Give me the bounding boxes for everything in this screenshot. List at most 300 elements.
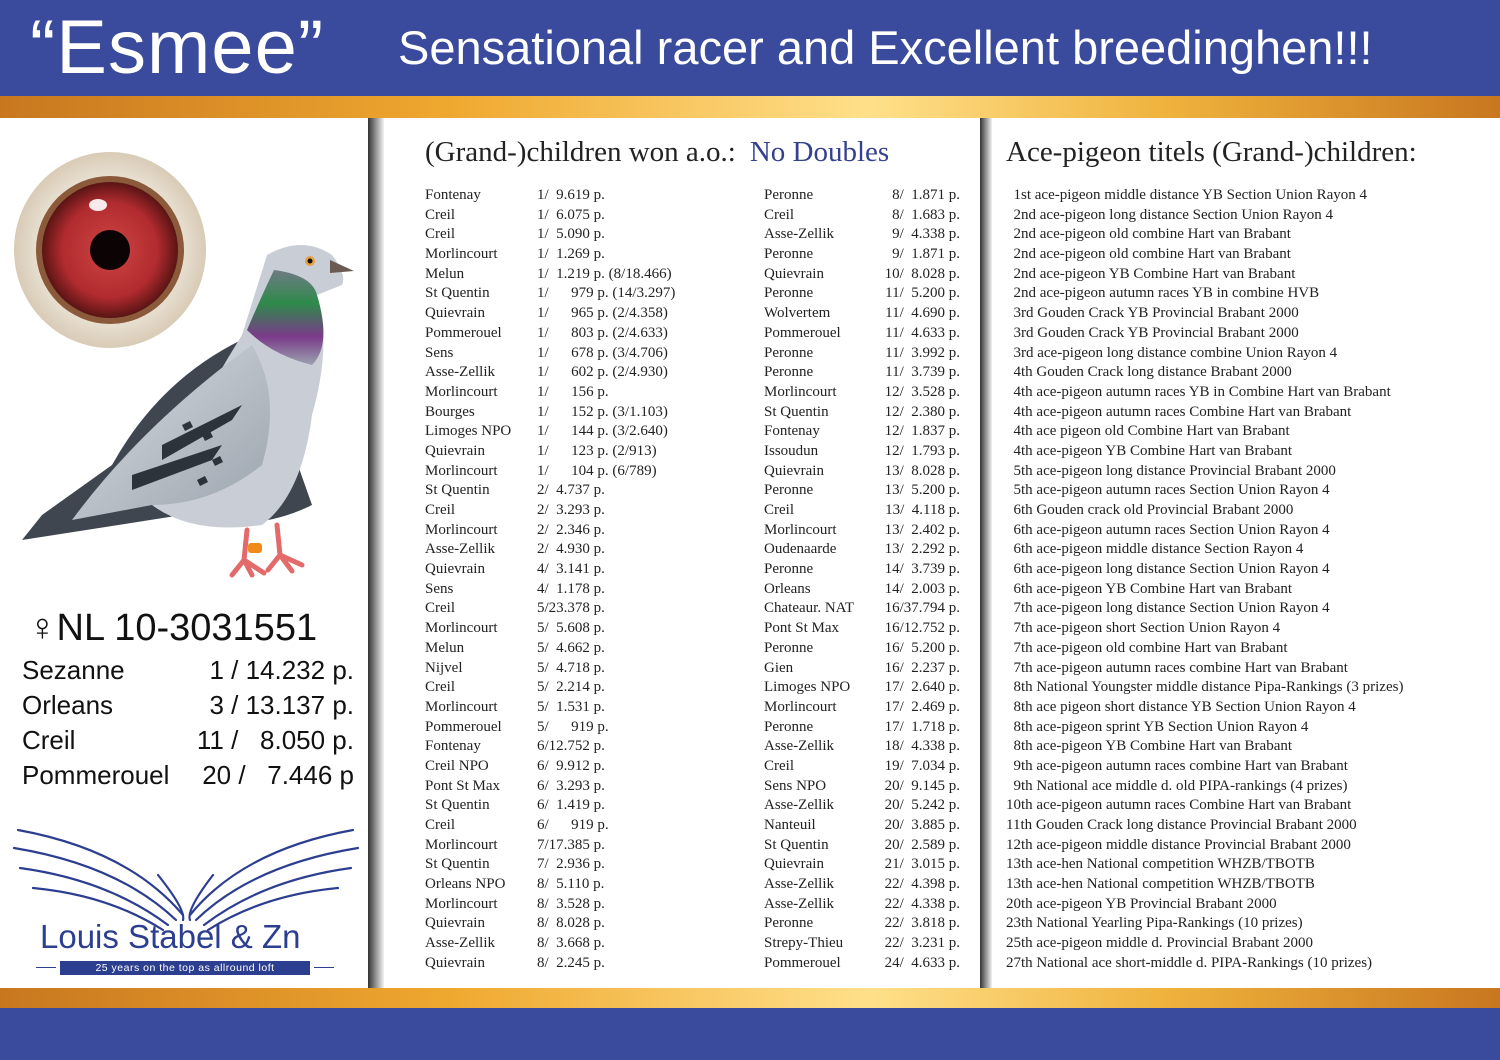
win-result: 13/ 8.028 p. (884, 462, 960, 479)
win-place: Oudenaarde (764, 541, 837, 558)
ace-title-item: 25th ace-pigeon middle d. Provincial Brabant 2000 (1006, 935, 1314, 952)
win-place: Peronne (764, 718, 814, 735)
header-banner (0, 0, 1500, 96)
ace-title-item: 8th National Youngster middle distance Pipa-Rankings (3 prizes) (1006, 679, 1404, 696)
ace-title-item: 6th ace-pigeon middle distance Section Rayon 4 (1006, 541, 1304, 558)
win-place: Strepy-Thieu (764, 935, 844, 952)
win-result: 8/ 2.245 p. (537, 954, 605, 971)
ace-title-item: 6th Gouden crack old Provincial Brabant 2000 (1006, 502, 1294, 518)
win-result: 22/ 4.398 p. (884, 876, 960, 893)
win-place: Peronne (764, 246, 814, 263)
win-row (764, 914, 974, 934)
win-place: Asse-Zellik (425, 364, 495, 381)
win-result: 2/ 4.930 p. (537, 541, 605, 558)
win-row (764, 462, 974, 482)
win-row (764, 324, 974, 344)
ace-title-item: 8th ace-pigeon YB Combine Hart van Brabant (1006, 738, 1293, 755)
pigeon-result-row (22, 760, 362, 794)
win-place: Creil (764, 502, 794, 518)
win-place: Chateaur. NAT (764, 600, 854, 617)
win-place: Quievrain (425, 954, 485, 971)
win-place: Orleans (764, 580, 811, 597)
win-row (425, 206, 725, 226)
win-result: 18/ 4.338 p. (884, 738, 960, 755)
win-row (425, 462, 725, 482)
win-place: Issoudun (764, 442, 819, 459)
win-place: Morlincourt (764, 383, 837, 400)
logo-rule-right (314, 967, 334, 968)
win-result: 5/ 1.531 p. (537, 698, 605, 715)
win-row (764, 540, 974, 560)
win-place: Asse-Zellik (764, 797, 834, 814)
result-value: 11 / 8.050 p. (196, 725, 354, 755)
win-result: 8/ 8.028 p. (537, 915, 605, 932)
win-result: 1/ 1.219 p. (8/18.466) (537, 265, 672, 282)
logo-rule-left (36, 967, 56, 968)
win-result: 5/ 4.718 p. (537, 659, 605, 676)
win-row (425, 521, 725, 541)
win-row (425, 836, 725, 856)
win-row (764, 265, 974, 285)
ace-titles-heading: Ace-pigeon titels (Grand-)children: (1006, 136, 1417, 168)
win-place: Morlincourt (425, 462, 498, 479)
win-result: 2/ 2.346 p. (537, 521, 605, 538)
footer-banner (0, 1008, 1500, 1060)
win-place: Creil (425, 817, 455, 833)
win-result: 6/ 919 p. (537, 817, 609, 833)
win-row (764, 245, 974, 265)
wins-heading (425, 136, 889, 169)
win-result: 6/ 9.912 p. (537, 757, 605, 774)
win-row (764, 383, 974, 403)
win-place: St Quentin (425, 797, 490, 814)
win-row (764, 363, 974, 383)
column-divider (368, 118, 384, 988)
win-result: 9/ 4.338 p. (892, 226, 960, 243)
ace-title-item: 10th ace-pigeon autumn races Combine Hart van Brabant (1006, 797, 1352, 814)
win-result: 1/ 602 p. (2/4.930) (537, 364, 668, 381)
win-place: Creil (764, 757, 794, 774)
win-row (425, 403, 725, 423)
result-value: 1 / 14.232 p. (209, 655, 354, 685)
win-place: Limoges NPO (425, 423, 512, 440)
win-row (425, 225, 725, 245)
win-place: Wolvertem (764, 305, 831, 322)
win-row (425, 954, 725, 974)
win-row (764, 403, 974, 423)
ace-title-item: 12th ace-pigeon middle distance Provincial Brabant 2000 (1006, 836, 1351, 853)
win-place: Asse-Zellik (425, 541, 495, 558)
win-place: Asse-Zellik (764, 876, 834, 893)
win-row (425, 678, 725, 698)
win-place: Quievrain (425, 561, 485, 578)
win-result: 1/ 1.269 p. (537, 246, 605, 263)
ace-title-item: 23th National Yearling Pipa-Rankings (10 prizes) (1006, 915, 1303, 932)
win-row (764, 875, 974, 895)
ace-title-item: 13th ace-hen National competition WHZB/TBOTB (1006, 876, 1315, 893)
ace-title-item: 11th Gouden Crack long distance Provincial Brabant 2000 (1006, 817, 1357, 833)
win-row (425, 265, 725, 285)
win-place: Morlincourt (425, 620, 498, 637)
win-place: Peronne (764, 915, 814, 932)
win-place: Creil (425, 502, 455, 518)
win-place: Morlincourt (425, 836, 498, 853)
ace-title-item: 7th ace-pigeon autumn races combine Hart van Brabant (1006, 659, 1348, 676)
win-result: 13/ 5.200 p. (884, 482, 960, 499)
win-row (425, 757, 725, 777)
ace-title-item: 7th ace-pigeon short Section Union Rayon 4 (1006, 620, 1281, 637)
win-row (425, 777, 725, 797)
win-result: 12/ 1.793 p. (884, 442, 960, 459)
win-row (425, 422, 725, 442)
win-result: 8/ 5.110 p. (537, 876, 605, 893)
ace-title-item: 4th Gouden Crack long distance Brabant 2000 (1006, 364, 1292, 381)
win-result: 12/ 2.380 p. (884, 403, 960, 420)
win-result: 22/ 3.818 p. (884, 915, 960, 932)
win-row (764, 442, 974, 462)
win-row (425, 324, 725, 344)
ring-number: ♀NL 10-3031551 (28, 607, 318, 649)
win-result: 7/ 2.936 p. (537, 856, 605, 873)
logo-tagline: 25 years on the top as allround loft (60, 961, 310, 975)
win-row (425, 560, 725, 580)
win-row (425, 737, 725, 757)
win-row (764, 560, 974, 580)
win-result: 1/ 104 p. (6/789) (537, 462, 657, 479)
ace-title-item: 6th ace-pigeon long distance Section Union Rayon 4 (1006, 561, 1330, 578)
win-place: Morlincourt (425, 698, 498, 715)
win-row (425, 540, 725, 560)
win-result: 19/ 7.034 p. (884, 757, 960, 774)
win-row (425, 284, 725, 304)
win-place: Quievrain (764, 462, 824, 479)
win-place: Morlincourt (425, 521, 498, 538)
ace-title-item: 3rd Gouden Crack YB Provincial Brabant 2000 (1006, 324, 1299, 341)
ace-title-item: 5th ace-pigeon autumn races Section Union Rayon 4 (1006, 482, 1330, 499)
win-place: Pont St Max (764, 620, 840, 637)
win-row (764, 954, 974, 974)
win-result: 21/ 3.015 p. (884, 856, 960, 873)
win-row (764, 186, 974, 206)
gold-divider-bottom (0, 988, 1500, 1008)
win-row (764, 934, 974, 954)
result-place: Pommerouel (22, 760, 170, 790)
win-row (764, 225, 974, 245)
win-row (425, 481, 725, 501)
win-result: 13/ 2.402 p. (884, 521, 960, 538)
win-result: 10/ 8.028 p. (884, 265, 960, 282)
wins-list-column-2 (764, 186, 974, 974)
win-place: Melun (425, 639, 465, 656)
result-place: Orleans (22, 690, 114, 720)
win-result: 16/ 2.237 p. (884, 659, 960, 676)
win-result: 4/ 3.141 p. (537, 561, 605, 578)
win-place: Pommerouel (425, 718, 502, 735)
win-row (425, 363, 725, 383)
win-result: 4/ 1.178 p. (537, 580, 605, 597)
wins-heading-accent: No Doubles (749, 136, 890, 168)
gold-divider-top (0, 96, 1500, 118)
win-row (425, 501, 725, 521)
win-place: Sens NPO (764, 777, 827, 794)
win-result: 11/ 3.992 p. (885, 344, 960, 361)
win-place: St Quentin (425, 285, 490, 302)
win-row (764, 501, 974, 521)
ace-title-item: 6th ace-pigeon YB Combine Hart van Brabant (1006, 580, 1293, 597)
win-place: Fontenay (425, 187, 481, 203)
ace-title-item: 7th ace-pigeon old combine Hart van Brabant (1006, 639, 1288, 656)
win-result: 1/ 678 p. (3/4.706) (537, 344, 668, 361)
win-row (764, 206, 974, 226)
win-result: 1/ 144 p. (3/2.640) (537, 423, 668, 440)
ace-title-item: 9th ace-pigeon autumn races combine Hart van Brabant (1006, 757, 1348, 774)
win-row (425, 580, 725, 600)
win-row (425, 599, 725, 619)
win-result: 13/ 4.118 p. (885, 502, 960, 518)
win-result: 17/ 2.469 p. (884, 698, 960, 715)
win-result: 1/ 965 p. (2/4.358) (537, 305, 668, 322)
win-result: 12/ 1.837 p. (884, 423, 960, 440)
win-place: Quievrain (425, 305, 485, 322)
win-place: Peronne (764, 364, 814, 381)
win-place: Creil NPO (425, 757, 489, 774)
ace-title-item: 3rd Gouden Crack YB Provincial Brabant 2000 (1006, 305, 1299, 322)
result-value: 20 / 7.446 p (202, 760, 354, 790)
win-row (425, 855, 725, 875)
win-place: Pommerouel (425, 324, 502, 341)
win-result: 20/ 2.589 p. (884, 836, 960, 853)
win-result: 20/ 3.885 p. (884, 817, 960, 833)
ace-title-item: 9th National ace middle d. old PIPA-rankings (4 prizes) (1006, 777, 1348, 794)
win-result: 1/ 9.619 p. (537, 187, 605, 203)
win-place: Peronne (764, 482, 814, 499)
win-row (764, 422, 974, 442)
wins-list-column-1 (425, 186, 725, 974)
win-place: Pont St Max (425, 777, 501, 794)
win-place: St Quentin (764, 403, 829, 420)
win-row (764, 836, 974, 856)
win-place: Pommerouel (764, 324, 841, 341)
win-place: Gien (764, 659, 794, 676)
win-place: Creil (425, 226, 455, 243)
ace-title-item: 20th ace-pigeon YB Provincial Brabant 2000 (1006, 895, 1277, 912)
win-result: 16/ 5.200 p. (884, 639, 960, 656)
win-result: 11/ 5.200 p. (885, 285, 960, 302)
ace-title-item: 4th ace-pigeon autumn races Combine Hart van Brabant (1006, 403, 1352, 420)
win-place: Sens (425, 580, 454, 597)
win-place: Morlincourt (425, 383, 498, 400)
win-row (425, 718, 725, 738)
win-place: Creil (425, 600, 455, 617)
pigeon-result-row (22, 690, 362, 724)
win-result: 17/ 1.718 p. (884, 718, 960, 735)
win-row (425, 442, 725, 462)
win-result: 5/ 4.662 p. (537, 639, 605, 656)
win-place: St Quentin (425, 482, 490, 499)
ace-title-item: 6th ace-pigeon autumn races Section Union Rayon 4 (1006, 521, 1330, 538)
ace-title-item: 4th ace-pigeon YB Combine Hart van Brabant (1006, 442, 1293, 459)
win-place: Nanteuil (764, 817, 816, 833)
wings-logo-icon (8, 820, 363, 980)
win-row (425, 914, 725, 934)
win-row (764, 659, 974, 679)
win-place: Peronne (764, 187, 814, 203)
ace-titles-list (1006, 186, 1491, 974)
win-place: Fontenay (764, 423, 820, 440)
win-result: 1/ 6.075 p. (537, 206, 605, 223)
win-place: Bourges (425, 403, 475, 420)
win-place: Morlincourt (764, 521, 837, 538)
ace-title-item: 13th ace-hen National competition WHZB/TBOTB (1006, 856, 1315, 873)
win-place: Quievrain (425, 442, 485, 459)
result-place: Sezanne (22, 655, 125, 685)
win-place: Sens (425, 344, 454, 361)
ace-title-item: 2nd ace-pigeon autumn races YB in combine HVB (1006, 285, 1320, 302)
pigeon-result-row (22, 725, 362, 759)
column-divider (980, 118, 992, 988)
win-place: Asse-Zellik (764, 226, 834, 243)
win-result: 8/ 1.871 p. (892, 187, 960, 203)
win-row (764, 521, 974, 541)
win-result: 11/ 4.633 p. (885, 324, 960, 341)
win-row (764, 718, 974, 738)
win-result: 8/ 3.528 p. (537, 895, 605, 912)
win-row (425, 245, 725, 265)
win-row (425, 796, 725, 816)
win-place: Asse-Zellik (425, 935, 495, 952)
win-row (764, 639, 974, 659)
win-row (764, 816, 974, 836)
win-result: 20/ 9.145 p. (884, 777, 960, 794)
ace-title-item: 8th ace pigeon short distance YB Section Union Rayon 4 (1006, 698, 1356, 715)
ace-title-item: 4th ace-pigeon autumn races YB in Combine Hart van Brabant (1006, 383, 1391, 400)
win-place: Creil (764, 206, 794, 223)
win-result: 5/ 919 p. (537, 718, 609, 735)
win-result: 6/12.752 p. (537, 738, 605, 755)
win-row (764, 855, 974, 875)
win-place: Peronne (764, 561, 814, 578)
ace-title-item: 7th ace-pigeon long distance Section Union Rayon 4 (1006, 600, 1330, 617)
win-row (764, 698, 974, 718)
ace-title-item: 2nd ace-pigeon old combine Hart van Brabant (1006, 226, 1291, 243)
win-place: St Quentin (425, 856, 490, 873)
win-result: 14/ 2.003 p. (884, 580, 960, 597)
win-row (764, 619, 974, 639)
win-place: Limoges NPO (764, 679, 851, 696)
win-place: Morlincourt (425, 246, 498, 263)
win-place: Creil (425, 679, 455, 696)
win-place: Creil (425, 206, 455, 223)
win-result: 11/ 4.690 p. (885, 305, 960, 322)
win-result: 16/12.752 p. (884, 620, 960, 637)
win-place: Quievrain (764, 265, 824, 282)
win-result: 1/ 803 p. (2/4.633) (537, 324, 668, 341)
win-row (425, 875, 725, 895)
win-place: Asse-Zellik (764, 738, 834, 755)
ace-title-item: 4th ace pigeon old Combine Hart van Brabant (1006, 423, 1290, 440)
ace-title-item: 3rd ace-pigeon long distance combine Union Rayon 4 (1006, 344, 1338, 361)
win-row (425, 698, 725, 718)
header-tagline: Sensational racer and Excellent breedinghen!!! (398, 21, 1373, 74)
ace-title-item: 2nd ace-pigeon long distance Section Union Rayon 4 (1006, 206, 1334, 223)
win-result: 1/ 156 p. (537, 383, 609, 400)
win-result: 6/ 1.419 p. (537, 797, 605, 814)
ace-title-item: 2nd ace-pigeon YB Combine Hart van Brabant (1006, 265, 1296, 282)
win-result: 1/ 123 p. (2/913) (537, 442, 657, 459)
win-place: Quievrain (764, 856, 824, 873)
win-place: Peronne (764, 285, 814, 302)
win-result: 11/ 3.739 p. (885, 364, 960, 381)
pigeon-name-title: “Esmee” (30, 5, 325, 90)
win-result: 1/ 5.090 p. (537, 226, 605, 243)
result-place: Creil (22, 725, 76, 755)
win-result: 14/ 3.739 p. (884, 561, 960, 578)
win-place: Pommerouel (764, 954, 841, 971)
win-result: 1/ 152 p. (3/1.103) (537, 403, 668, 420)
win-row (764, 737, 974, 757)
win-result: 22/ 4.338 p. (884, 895, 960, 912)
win-row (425, 186, 725, 206)
win-place: Morlincourt (764, 698, 837, 715)
win-result: 7/17.385 p. (537, 836, 605, 853)
win-result: 9/ 1.871 p. (892, 246, 960, 263)
win-result: 5/ 2.214 p. (537, 679, 605, 696)
win-row (425, 304, 725, 324)
win-row (764, 580, 974, 600)
win-result: 24/ 4.633 p. (884, 954, 960, 971)
win-place: St Quentin (764, 836, 829, 853)
ace-title-item: 2nd ace-pigeon old combine Hart van Brabant (1006, 246, 1291, 263)
pigeon-result-row (22, 655, 362, 689)
win-result: 5/ 5.608 p. (537, 620, 605, 637)
pigeon-photo (12, 215, 362, 585)
win-row (425, 344, 725, 364)
ace-title-item: 1st ace-pigeon middle distance YB Section Union Rayon 4 (1006, 187, 1368, 203)
win-place: Peronne (764, 639, 814, 656)
win-row (764, 284, 974, 304)
win-row (764, 777, 974, 797)
win-result: 1/ 979 p. (14/3.297) (537, 285, 676, 302)
result-value: 3 / 13.137 p. (209, 690, 354, 720)
win-result: 6/ 3.293 p. (537, 777, 605, 794)
ace-title-item: 5th ace-pigeon long distance Provincial Brabant 2000 (1006, 462, 1336, 479)
win-row (425, 639, 725, 659)
win-place: Peronne (764, 344, 814, 361)
win-row (764, 304, 974, 324)
win-result: 2/ 3.293 p. (537, 502, 605, 518)
win-place: Morlincourt (425, 895, 498, 912)
win-row (425, 934, 725, 954)
wins-heading-text: (Grand-)children won a.o.: (425, 136, 736, 168)
logo-wordmark: Louis Stabel & Zn (40, 918, 301, 955)
win-result: 5/23.378 p. (537, 600, 605, 617)
win-row (764, 678, 974, 698)
win-place: Quievrain (425, 915, 485, 932)
win-place: Melun (425, 265, 465, 282)
win-result: 22/ 3.231 p. (884, 935, 960, 952)
win-row (425, 816, 725, 836)
ace-title-item: 27th National ace short-middle d. PIPA-Rankings (10 prizes) (1006, 954, 1373, 971)
win-row (425, 619, 725, 639)
win-place: Asse-Zellik (764, 895, 834, 912)
win-result: 20/ 5.242 p. (884, 797, 960, 814)
ace-title-item: 8th ace-pigeon sprint YB Section Union Rayon 4 (1006, 718, 1309, 735)
win-result: 13/ 2.292 p. (884, 541, 960, 558)
win-row (764, 599, 974, 619)
win-result: 12/ 3.528 p. (884, 383, 960, 400)
win-result: 2/ 4.737 p. (537, 482, 605, 499)
win-row (764, 757, 974, 777)
